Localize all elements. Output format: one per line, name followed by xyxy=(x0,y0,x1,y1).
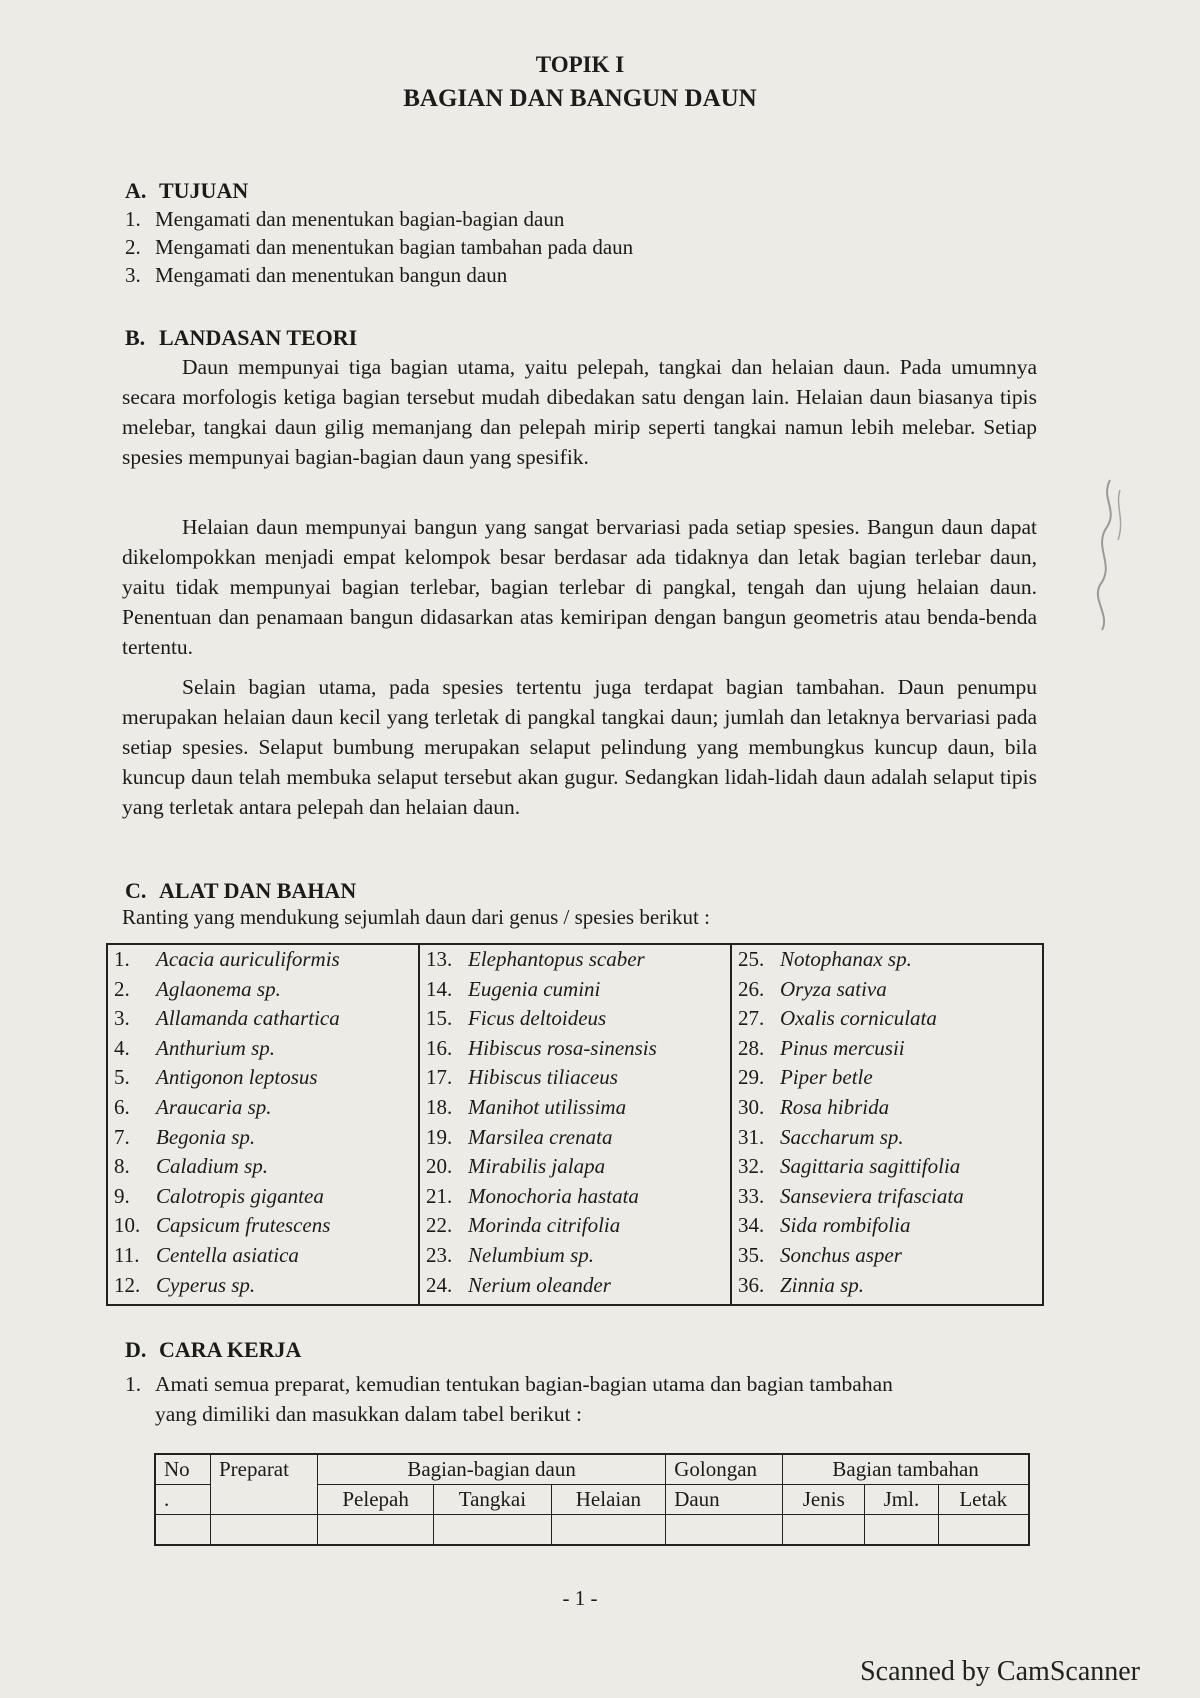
species-number: 27. xyxy=(738,1006,765,1031)
species-item xyxy=(738,1125,1036,1155)
header-no: No xyxy=(155,1454,211,1485)
species-item xyxy=(426,977,724,1007)
species-name: Elephantopus scaber xyxy=(468,947,645,971)
species-item xyxy=(738,1154,1036,1184)
empty-cell xyxy=(938,1515,1029,1546)
species-name: Hibiscus tiliaceus xyxy=(468,1065,618,1090)
header-no-dot: . xyxy=(155,1485,211,1515)
header-golongan: Golongan xyxy=(666,1454,783,1485)
species-number: 5. xyxy=(114,1065,130,1090)
species-number: 23. xyxy=(426,1242,453,1267)
species-item xyxy=(426,1006,724,1036)
species-name: Aglaonema sp. xyxy=(156,976,281,1001)
species-number: 36. xyxy=(738,1272,765,1297)
species-number: 34. xyxy=(738,1213,765,1238)
species-number: 12. xyxy=(114,1272,141,1297)
species-item xyxy=(738,1213,1036,1243)
empty-cell xyxy=(783,1515,865,1546)
species-number: 25. xyxy=(738,947,765,971)
species-number: 19. xyxy=(426,1124,453,1149)
species-item xyxy=(738,947,1036,977)
species-item xyxy=(114,1095,412,1125)
species-number: 15. xyxy=(426,1006,453,1031)
species-item xyxy=(738,1184,1036,1214)
empty-cell xyxy=(865,1515,938,1546)
species-item xyxy=(114,1065,412,1095)
header-pelepah: Pelepah xyxy=(318,1485,434,1515)
species-number: 35. xyxy=(738,1242,765,1267)
species-item xyxy=(426,1154,724,1184)
species-name: Centella asiatica xyxy=(156,1242,299,1267)
species-name: Manihot utilissima xyxy=(468,1094,627,1119)
species-name: Nerium oleander xyxy=(468,1272,611,1297)
species-item xyxy=(426,1065,724,1095)
species-table xyxy=(106,943,1044,1306)
species-number: 8. xyxy=(114,1154,130,1179)
species-item xyxy=(114,1243,412,1273)
species-number: 17. xyxy=(426,1065,453,1090)
header-preparat: Preparat xyxy=(211,1454,318,1515)
scanner-watermark: Scanned by CamScanner xyxy=(860,1656,1140,1687)
species-item xyxy=(426,1036,724,1066)
list-item: 2. Mengamati dan menentukan bagian tambahan pada daun xyxy=(125,235,634,259)
species-item xyxy=(426,1273,724,1303)
header-bagian-daun: Bagian-bagian daun xyxy=(318,1454,666,1485)
section-c-heading: C. ALAT DAN BAHAN xyxy=(125,878,357,903)
species-item xyxy=(114,1154,412,1184)
species-item xyxy=(426,1213,724,1243)
species-number: 9. xyxy=(114,1183,130,1208)
topic-label: TOPIK I xyxy=(535,52,625,77)
species-number: 24. xyxy=(426,1272,453,1297)
species-name: Piper betle xyxy=(780,1065,873,1090)
species-number: 10. xyxy=(114,1213,141,1238)
section-a-heading: A. TUJUAN xyxy=(125,178,249,203)
species-name: Sagittaria sagittifolia xyxy=(780,1154,961,1179)
species-item xyxy=(114,1213,412,1243)
header-bagian-tambahan: Bagian tambahan xyxy=(783,1454,1029,1485)
species-name: Nelumbium sp. xyxy=(468,1242,594,1267)
species-name: Caladium sp. xyxy=(156,1154,269,1179)
materials-intro: Ranting yang mendukung sejumlah daun dari genus / spesies berikut : xyxy=(122,905,710,929)
species-item xyxy=(738,1243,1036,1273)
species-item xyxy=(426,1243,724,1273)
species-item xyxy=(114,1125,412,1155)
species-number: 30. xyxy=(738,1094,765,1119)
species-name: Sanseviera trifasciata xyxy=(780,1183,964,1208)
observation-table xyxy=(154,1453,1030,1546)
species-item xyxy=(738,1095,1036,1125)
species-number: 22. xyxy=(426,1213,453,1238)
species-name: Pinus mercusii xyxy=(780,1035,905,1060)
species-number: 7. xyxy=(114,1124,130,1149)
species-name: Zinnia sp. xyxy=(780,1272,865,1297)
species-name: Capsicum frutescens xyxy=(156,1213,331,1238)
species-name: Eugenia cumini xyxy=(468,976,601,1001)
species-number: 21. xyxy=(426,1183,453,1208)
species-item xyxy=(114,1184,412,1214)
header-helaian: Helaian xyxy=(551,1485,666,1515)
species-number: 26. xyxy=(738,976,765,1001)
species-number: 32. xyxy=(738,1154,765,1179)
species-number: 33. xyxy=(738,1183,765,1208)
species-item xyxy=(114,1036,412,1066)
list-item: 3. Mengamati dan menentukan bangun daun xyxy=(125,263,508,287)
species-item xyxy=(738,1036,1036,1066)
empty-cell xyxy=(318,1515,434,1546)
theory-paragraph-2: Helaian daun mempunyai bangun yang sangat bervariasi pada setiap spesies. Bangun daun dapat dikelompokkan menjadi empat kelompok besar berdasar ada tidaknya dan letak bagian terlebar daun, yaitu tidak mempunyai bagian terlebar, bagian terlebar di pangkal, tengah dan ujung helaian daun. Penentuan dan penamaan bangun didasarkan atas kemiripan dengan bangun geometris atau benda-benda tertentu. xyxy=(122,515,1037,659)
species-name: Sonchus asper xyxy=(780,1242,902,1267)
species-name: Oryza sativa xyxy=(780,976,887,1001)
header-jml: Jml. xyxy=(865,1485,938,1515)
list-item: 1. Mengamati dan menentukan bagian-bagian daun xyxy=(125,207,565,231)
empty-cell xyxy=(666,1515,783,1546)
section-b-heading: B. LANDASAN TEORI xyxy=(125,325,358,350)
species-number: 28. xyxy=(738,1035,765,1060)
species-number: 4. xyxy=(114,1035,130,1060)
theory-paragraph-1: Daun mempunyai tiga bagian utama, yaitu pelepah, tangkai dan helaian daun. Pada umumnya secara morfologis ketiga bagian tersebut mudah dibedakan satu dengan lain. Helaian daun biasanya tipis melebar, tangkai daun gilig memanjang dan pelepah mirip seperti tangkai namun lebih melebar. Setiap spesies mempunyai bagian-bagian daun yang spesifik. xyxy=(122,355,1037,469)
species-name: Saccharum sp. xyxy=(780,1124,904,1149)
species-item xyxy=(114,1273,412,1303)
species-name: Mirabilis jalapa xyxy=(468,1154,606,1179)
species-number: 20. xyxy=(426,1154,453,1179)
empty-cell xyxy=(434,1515,551,1546)
species-item xyxy=(426,1095,724,1125)
table-row xyxy=(155,1515,1029,1546)
species-name: Calotropis gigantea xyxy=(156,1183,324,1208)
species-name: Oxalis corniculata xyxy=(780,1006,937,1031)
species-name: Morinda citrifolia xyxy=(468,1213,621,1238)
species-name: Sida rombifolia xyxy=(780,1213,911,1238)
species-name: Rosa hibrida xyxy=(780,1094,890,1119)
species-number: 16. xyxy=(426,1035,453,1060)
species-column-1 xyxy=(107,944,419,1305)
species-item xyxy=(114,1006,412,1036)
species-name: Araucaria sp. xyxy=(156,1094,272,1119)
species-item xyxy=(738,1006,1036,1036)
species-column-2 xyxy=(419,944,731,1305)
species-number: 3. xyxy=(114,1006,130,1031)
species-name: Begonia sp. xyxy=(156,1124,256,1149)
species-number: 1. xyxy=(114,947,130,971)
empty-cell xyxy=(211,1515,318,1546)
species-name: Marsilea crenata xyxy=(468,1124,613,1149)
species-number: 14. xyxy=(426,976,453,1001)
species-number: 31. xyxy=(738,1124,765,1149)
species-name: Anthurium sp. xyxy=(156,1035,276,1060)
species-item xyxy=(114,947,412,977)
page-number: - 1 - xyxy=(562,1586,598,1610)
handwritten-scribble xyxy=(1070,470,1140,640)
species-item xyxy=(738,1065,1036,1095)
species-number: 13. xyxy=(426,947,453,971)
header-jenis: Jenis xyxy=(783,1485,865,1515)
species-name: Antigonon leptosus xyxy=(156,1065,318,1090)
species-name: Monochoria hastata xyxy=(468,1183,639,1208)
page-title: BAGIAN DAN BANGUN DAUN xyxy=(403,85,757,112)
species-item xyxy=(426,1125,724,1155)
species-number: 29. xyxy=(738,1065,765,1090)
species-name: Ficus deltoideus xyxy=(468,1006,607,1031)
section-d-heading: D. CARA KERJA xyxy=(125,1337,302,1362)
species-item xyxy=(426,947,724,977)
header-letak: Letak xyxy=(938,1485,1029,1515)
species-name: Allamanda cathartica xyxy=(156,1006,340,1031)
species-item xyxy=(114,977,412,1007)
species-number: 6. xyxy=(114,1094,130,1119)
species-name: Notophanax sp. xyxy=(780,947,912,971)
species-number: 2. xyxy=(114,976,130,1001)
objectives-list xyxy=(125,205,633,289)
theory-paragraph-3: Selain bagian utama, pada spesies tertentu juga terdapat bagian tambahan. Daun penumpu merupakan helaian daun kecil yang terletak di pangkal tangkai daun; jumlah dan letaknya bervariasi pada setiap spesies. Selaput bumbung merupakan selaput pelindung yang membungkus kuncup daun, bila kuncup daun telah membuka selaput tersebut akan gugur. Sedangkan lidah-lidah daun adalah selaput tipis yang terletak antara pelepah dan helaian daun. xyxy=(122,675,1037,819)
species-number: 18. xyxy=(426,1094,453,1119)
species-column-3 xyxy=(731,944,1043,1305)
header-tangkai: Tangkai xyxy=(434,1485,551,1515)
species-item xyxy=(426,1184,724,1214)
empty-cell xyxy=(551,1515,666,1546)
species-name: Hibiscus rosa-sinensis xyxy=(468,1035,657,1060)
species-name: Cyperus sp. xyxy=(156,1272,256,1297)
header-daun: Daun xyxy=(666,1485,783,1515)
species-item xyxy=(738,1273,1036,1303)
procedure-step: 1. Amati semua preparat, kemudian tentukan bagian-bagian utama dan bagian tambahan yang dimiliki dan masukkan dalam tabel berikut : xyxy=(125,1372,893,1426)
empty-cell xyxy=(155,1515,211,1546)
species-number: 11. xyxy=(114,1242,140,1267)
species-item xyxy=(738,977,1036,1007)
species-name: Acacia auriculiformis xyxy=(156,947,340,971)
